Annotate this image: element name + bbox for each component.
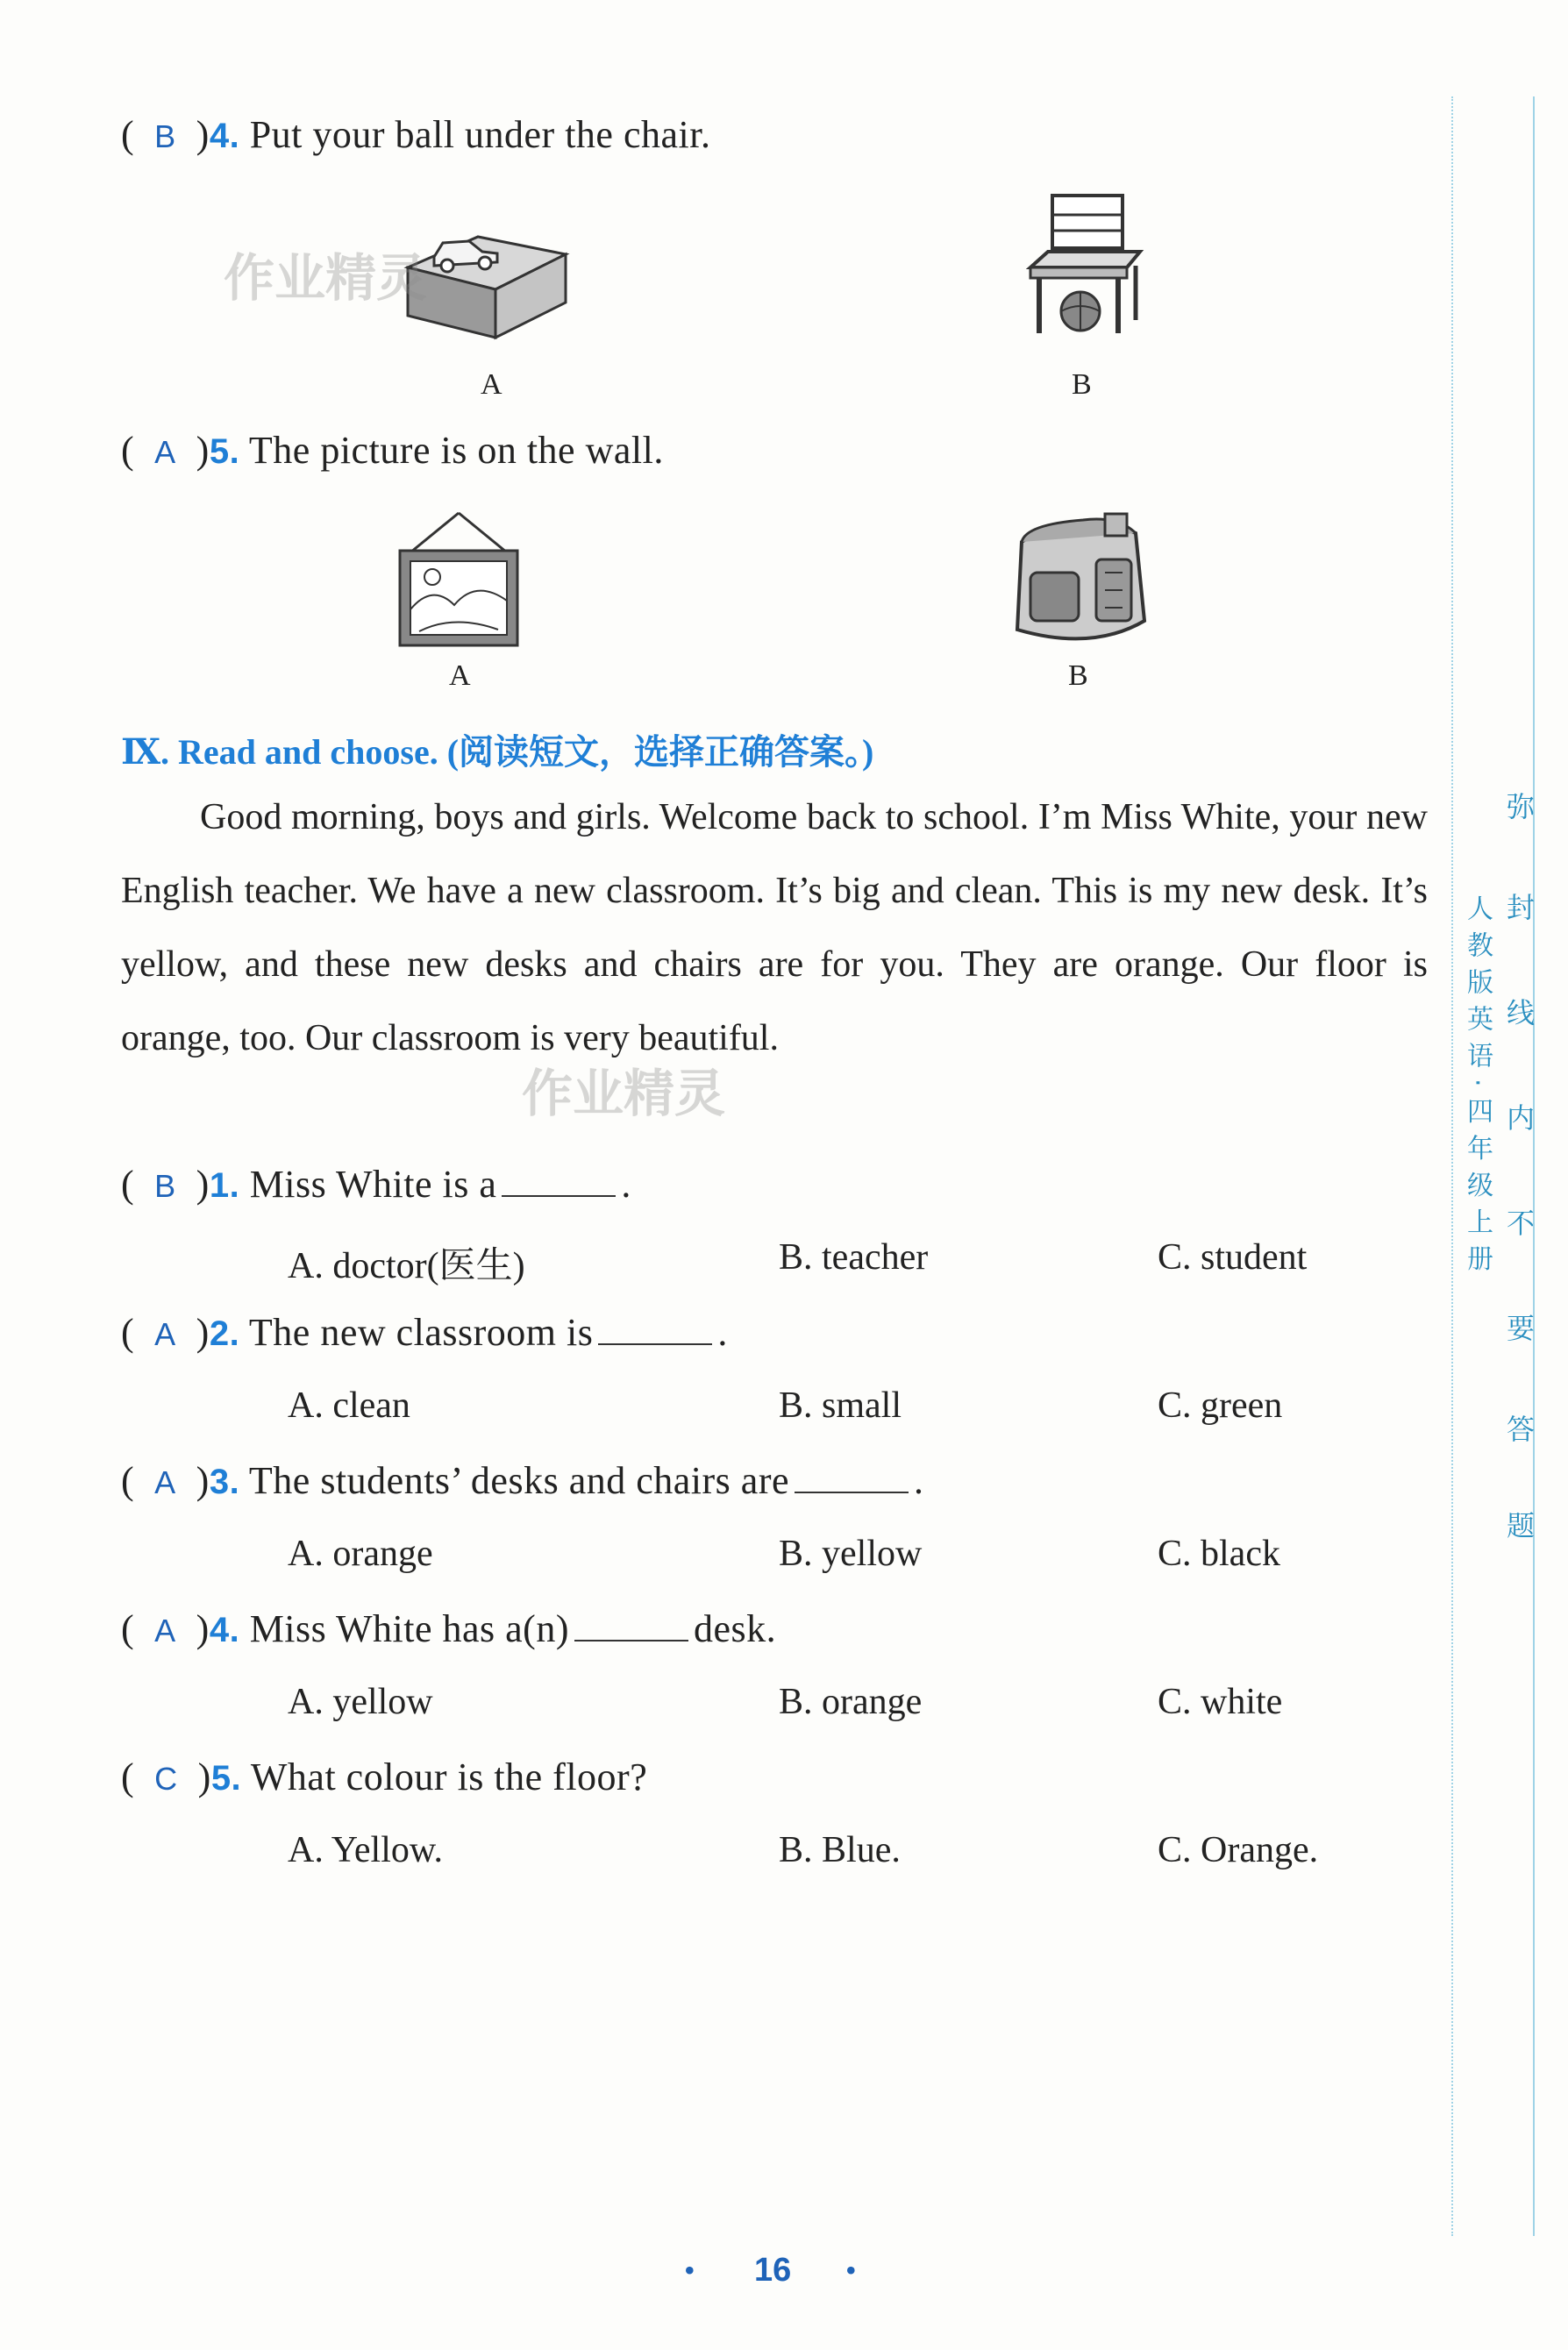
- answer-letter: C: [154, 1761, 178, 1797]
- margin-char: 不: [1507, 1207, 1536, 1240]
- question-3: ( A )3. The students’ desks and chairs are .: [121, 1459, 924, 1502]
- question-text: The new classroom is: [248, 1311, 594, 1354]
- page-dot-right: •: [845, 2253, 857, 2288]
- picture-label-a: A: [481, 368, 502, 401]
- answer-letter: A: [154, 1316, 176, 1352]
- answer-letter: A: [154, 434, 176, 470]
- option-c: C. student: [1158, 1237, 1308, 1278]
- option-c: C. green: [1158, 1385, 1283, 1426]
- answer-letter: A: [154, 1613, 176, 1649]
- picture-label-b: B: [1068, 659, 1088, 692]
- question-5: ( C )5. What colour is the floor?: [121, 1755, 648, 1798]
- question-number: 3.: [209, 1463, 240, 1501]
- question-number: 1.: [209, 1166, 240, 1205]
- section-title: Ⅸ. Read and choose. (阅读短文，选择正确答案。): [121, 732, 874, 772]
- schoolbag-picture: [1004, 507, 1153, 652]
- watermark: 作业精灵: [224, 248, 428, 308]
- question-top-5: ( A )5. The picture is on the wall.: [121, 429, 664, 472]
- question-text: Put your ball under the chair.: [249, 113, 711, 156]
- question-number: 5.: [209, 432, 240, 471]
- chair-with-ball-picture: [1026, 189, 1144, 342]
- option-c: C. Orange.: [1158, 1830, 1319, 1870]
- question-number: 2.: [209, 1314, 240, 1353]
- option-a: A. yellow: [288, 1682, 433, 1722]
- question-1: ( B )1. Miss White is a .: [121, 1163, 631, 1206]
- question-text-end: .: [621, 1163, 631, 1206]
- question-text: The students’ desks and chairs are: [248, 1459, 789, 1502]
- answer-letter: A: [154, 1464, 176, 1500]
- option-c: C. black: [1158, 1534, 1280, 1574]
- answer-letter: B: [154, 118, 176, 154]
- question-text-end: .: [914, 1459, 924, 1502]
- margin-char: 答: [1507, 1413, 1536, 1446]
- margin-char: 题: [1507, 1509, 1536, 1542]
- question-text: Miss White has a(n): [249, 1607, 569, 1650]
- watermark: 作业精灵: [522, 1064, 726, 1123]
- option-c: C. white: [1158, 1682, 1283, 1722]
- question-4: ( A )4. Miss White has a(n) desk.: [121, 1607, 777, 1650]
- margin-char: 内: [1507, 1101, 1536, 1135]
- option-b: B. Blue.: [779, 1830, 901, 1870]
- answer-blank: [795, 1467, 909, 1493]
- picture-label-a: A: [449, 659, 471, 692]
- picture-label-b: B: [1072, 368, 1092, 401]
- question-2: ( A )2. The new classroom is .: [121, 1311, 728, 1354]
- option-b: B. small: [779, 1385, 902, 1426]
- question-text: Miss White is a: [249, 1163, 497, 1206]
- wall-picture-image: [393, 509, 524, 649]
- question-text: What colour is the floor?: [250, 1755, 648, 1798]
- book-title-vertical: 人教版英语·四年级上册: [1462, 894, 1493, 1282]
- question-text-end: .: [717, 1311, 728, 1354]
- question-text-end: desk.: [693, 1607, 777, 1650]
- answer-letter: B: [154, 1168, 176, 1204]
- margin-char: 弥: [1507, 790, 1536, 823]
- option-b: B. yellow: [779, 1534, 923, 1574]
- question-number: 5.: [210, 1759, 242, 1798]
- option-b: B. teacher: [779, 1237, 929, 1278]
- question-number: 4.: [209, 117, 240, 155]
- margin-char: 封: [1507, 891, 1536, 924]
- answer-blank: [598, 1319, 712, 1345]
- option-a: A. orange: [288, 1534, 433, 1574]
- option-a: A. doctor(医生): [288, 1246, 525, 1286]
- margin-char: 要: [1507, 1312, 1536, 1345]
- margin-char: 线: [1507, 996, 1536, 1029]
- question-text: The picture is on the wall.: [248, 429, 664, 472]
- answer-blank: [502, 1171, 616, 1197]
- page-number: 16: [754, 2252, 792, 2289]
- question-top-4: ( B )4. Put your ball under the chair.: [121, 113, 711, 156]
- page-dot-left: •: [684, 2253, 695, 2288]
- option-b: B. orange: [779, 1682, 923, 1722]
- reading-passage: Good morning, boys and girls. Welcome back to school. I’m Miss White, your new English teacher. We have a new classroom. It’s big and clean. This is my new desk. It’s yellow, and these new desks and chairs are for you. They are orange. Our floor is orange, too. Our classroom is very beautiful.: [121, 797, 1428, 1058]
- answer-blank: [574, 1615, 688, 1641]
- option-a: A. clean: [288, 1385, 410, 1426]
- option-a: A. Yellow.: [288, 1830, 443, 1870]
- question-number: 4.: [209, 1611, 240, 1649]
